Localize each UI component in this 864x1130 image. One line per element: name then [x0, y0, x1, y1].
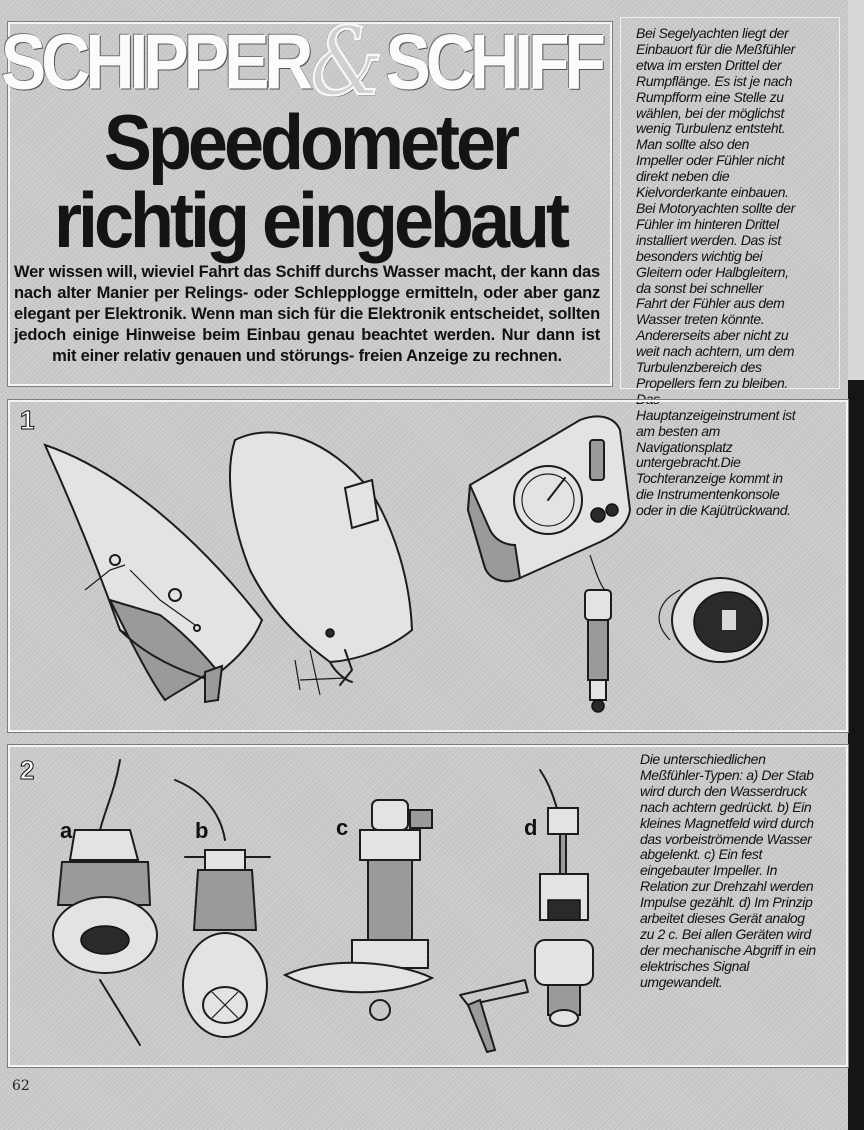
label-a: a [60, 818, 73, 843]
page-number: 62 [12, 1078, 30, 1094]
label-c: c [336, 815, 349, 840]
sensor-type-c-icon [285, 800, 528, 1052]
masthead-ampersand: & [310, 7, 384, 117]
label-b: b [195, 818, 209, 843]
figure-1-number: 1 [20, 405, 35, 435]
sensor-type-b-icon [175, 780, 270, 1037]
headline-line-1: Speedometer [103, 99, 517, 187]
figure-2-number: 2 [20, 755, 35, 785]
sensor-type-d-icon [535, 770, 593, 1026]
masthead-left: SCHIPPER [0, 18, 309, 106]
sensor-type-a-icon [53, 760, 157, 1045]
headline-line-2: richtig eingebaut [53, 177, 567, 265]
sidebar-top-text: Bei Segelyachten liegt der Einbauort für die Meßfühler etwa im ersten Drittel der Rumpflänge. Es ist je nach Rumpfform eine Stelle zu wählen, bei der möglichst wenig Turbulenz entsteht. Man sollte also den Impeller oder Fühler nicht direkt neben die Kielvorderkante einbauen. Bei Motoryachten sollte der Fühler im hinteren Drittel installiert werden. Das ist besonders wichtig bei Gleitern oder Halbgleitern, da sonst bei schneller Fahrt der Fühler aus dem Wasser treten könnte. Andererseits aber nicht zu weit nach achtern, um dem Turbulenzbereich des Propellers fern zu bleiben. Das Hauptanzeigeinstrument ist am besten am Navigationsplatz untergebracht.Die Tochteranzeige kommt in die Instrumentenkonsole oder in die Kajütrückwand. [636, 25, 796, 519]
figure-2-caption: Die unterschiedlichen Meßfühler-Typen: a) Der Stab wird durch den Wasserdruck nach achtern gedrückt. b) Ein kleines Magnetfeld wird durch das vorbeiströmende Wasser abgelenkt. c) Ein fest eingebauter Impeller. In Relation zur Drehzahl werden Impulse gezählt. d) Im Prinzip arbeitet dieses Gerät analog zu 2 c. Bei allen Geräten wird der mechanische Abgriff in ein elektrisches Signal umgewandelt. [640, 751, 816, 990]
intro-text: Wer wissen will, wieviel Fahrt das Schiff durchs Wasser macht, der kann das nach alter Manier per Relings- oder Schlepplogge ermitteln, oder aber ganz elegant per Elektronik. Wenn man sich für die Elektronik entscheidet, sollten jedoch einige Hinweise beim Einbau genau beachtet werden. Nur dann ist mit einer relativ genauen und störungs- freien Anzeige zu rechnen. [14, 263, 600, 365]
masthead-right: SCHIFF [385, 18, 602, 106]
label-d: d [524, 815, 538, 840]
